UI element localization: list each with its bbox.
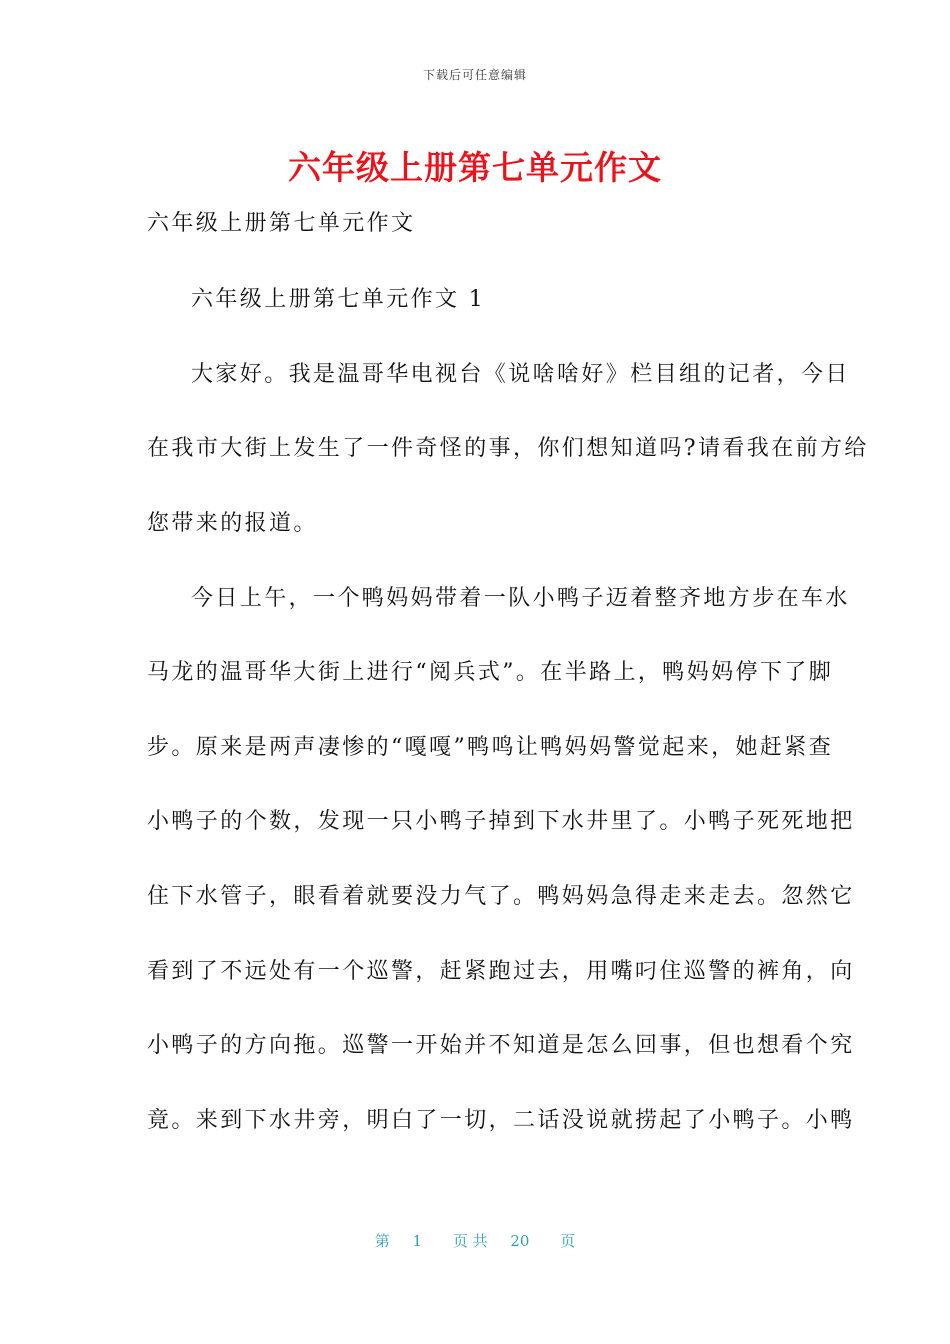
body-line: 小鸭子的个数，发现一只小鸭子掉到下水井里了。小鸭子死死地把 xyxy=(147,809,855,834)
page-footer xyxy=(0,1230,950,1251)
section-heading: 六年级上册第七单元作文 1 xyxy=(191,287,486,312)
page-total-label: 页 共 xyxy=(452,1232,488,1250)
body-line: 住下水管子，眼看着就要没力气了。鸭妈妈急得走来走去。忽然它 xyxy=(147,884,855,909)
body-line: 在我市大街上发生了一件奇怪的事，你们想知道吗?请看我在前方给 xyxy=(147,436,869,461)
body-line: 马龙的温哥华大街上进行“阅兵式”。在半路上，鸭妈妈停下了脚 xyxy=(147,660,834,685)
page-suffix: 页 xyxy=(560,1232,576,1250)
page-prefix: 第 xyxy=(374,1232,390,1250)
body-line: 小鸭子的方向拖。巡警一开始并不知道是怎么回事，但也想看个究 xyxy=(147,1033,855,1058)
body-line: 今日上午，一个鸭妈妈带着一队小鸭子迈着整齐地方步在车水 xyxy=(191,586,850,611)
body-line: 竟。来到下水井旁，明白了一切，二话没说就捞起了小鸭子。小鸭 xyxy=(147,1108,855,1133)
current-page-number: 1 xyxy=(412,1232,423,1250)
document-subtitle: 六年级上册第七单元作文 xyxy=(147,211,416,236)
body-line: 大家好。我是温哥华电视台《说啥啥好》栏目组的记者，今日 xyxy=(191,362,850,387)
body-line: 步。原来是两声凄惨的“嘎嘎”鸭鸣让鸭妈妈警觉起来，她赶紧查 xyxy=(147,735,834,760)
total-pages: 20 xyxy=(510,1232,530,1250)
body-line: 看到了不远处有一个巡警，赶紧跑过去，用嘴叼住巡警的裤角，向 xyxy=(147,959,855,984)
document-title: 六年级上册第七单元作文 xyxy=(288,148,662,187)
download-editable-note: 下载后可任意编辑 xyxy=(422,68,527,82)
body-line: 您带来的报道。 xyxy=(147,511,318,536)
